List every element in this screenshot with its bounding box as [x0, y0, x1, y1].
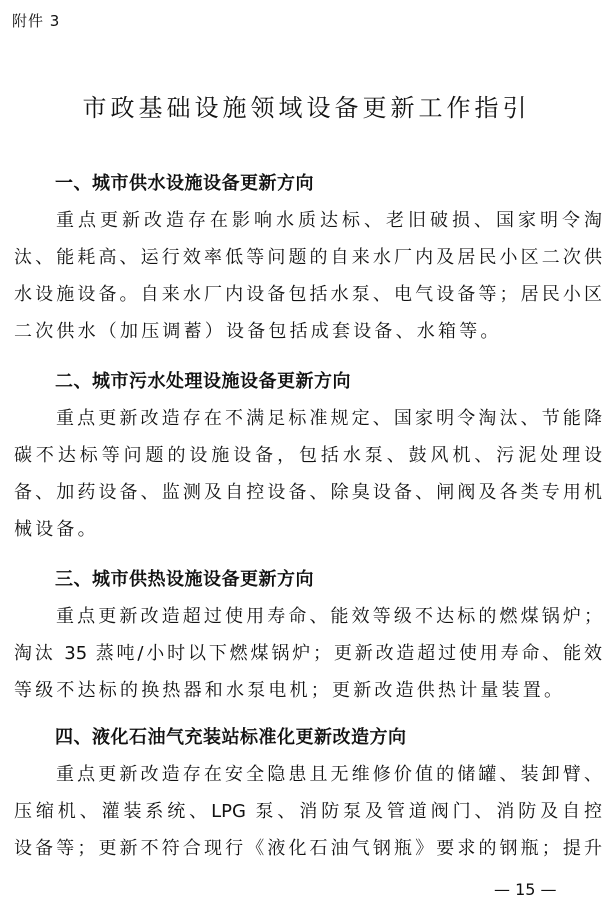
paragraph-line: 设备等；更新不符合现行《液化石油气钢瓶》要求的钢瓶；提升: [14, 838, 602, 859]
paragraph-line: 重点更新改造存在安全隐患且无维修价值的储罐、装卸臂、: [56, 764, 602, 785]
attachment-label: 附件 3: [12, 12, 61, 30]
paragraph-line: 重点更新改造存在影响水质达标、老旧破损、国家明令淘: [56, 210, 602, 231]
paragraph-line: 水设施设备。自来水厂内设备包括水泵、电气设备等；居民小区: [14, 284, 602, 305]
paragraph-line: 压缩机、灌装系统、LPG 泵、消防泵及管道阀门、消防及自控: [14, 801, 602, 822]
page-number: — 15 —: [494, 880, 557, 899]
paragraph-line: 淘汰 35 蒸吨/小时以下燃煤锅炉；更新改造超过使用寿命、能效: [14, 643, 602, 664]
paragraph-line: 重点更新改造存在不满足标准规定、国家明令淘汰、节能降: [56, 408, 602, 429]
section-heading-lpg-station: 四、液化石油气充装站标准化更新改造方向: [55, 727, 407, 748]
paragraph-line: 二次供水（加压调蓄）设备包括成套设备、水箱等。: [14, 321, 502, 342]
paragraph-line: 碳不达标等问题的设施设备，包括水泵、鼓风机、污泥处理设: [14, 445, 602, 466]
section-heading-water-supply: 一、城市供水设施设备更新方向: [55, 173, 314, 194]
section-heading-sewage-treatment: 二、城市污水处理设施设备更新方向: [55, 371, 351, 392]
paragraph-line: 等级不达标的换热器和水泵电机；更新改造供热计量装置。: [14, 680, 566, 701]
paragraph-line: 重点更新改造超过使用寿命、能效等级不达标的燃煤锅炉；: [56, 606, 602, 627]
paragraph-line: 汰、能耗高、运行效率低等问题的自来水厂内及居民小区二次供: [14, 247, 602, 268]
paragraph-line: 械设备。: [14, 519, 99, 540]
paragraph-line: 备、加药设备、监测及自控设备、除臭设备、闸阀及各类专用机: [14, 482, 602, 503]
document-title: 市政基础设施领域设备更新工作指引: [82, 94, 531, 122]
section-heading-heating: 三、城市供热设施设备更新方向: [55, 569, 314, 590]
